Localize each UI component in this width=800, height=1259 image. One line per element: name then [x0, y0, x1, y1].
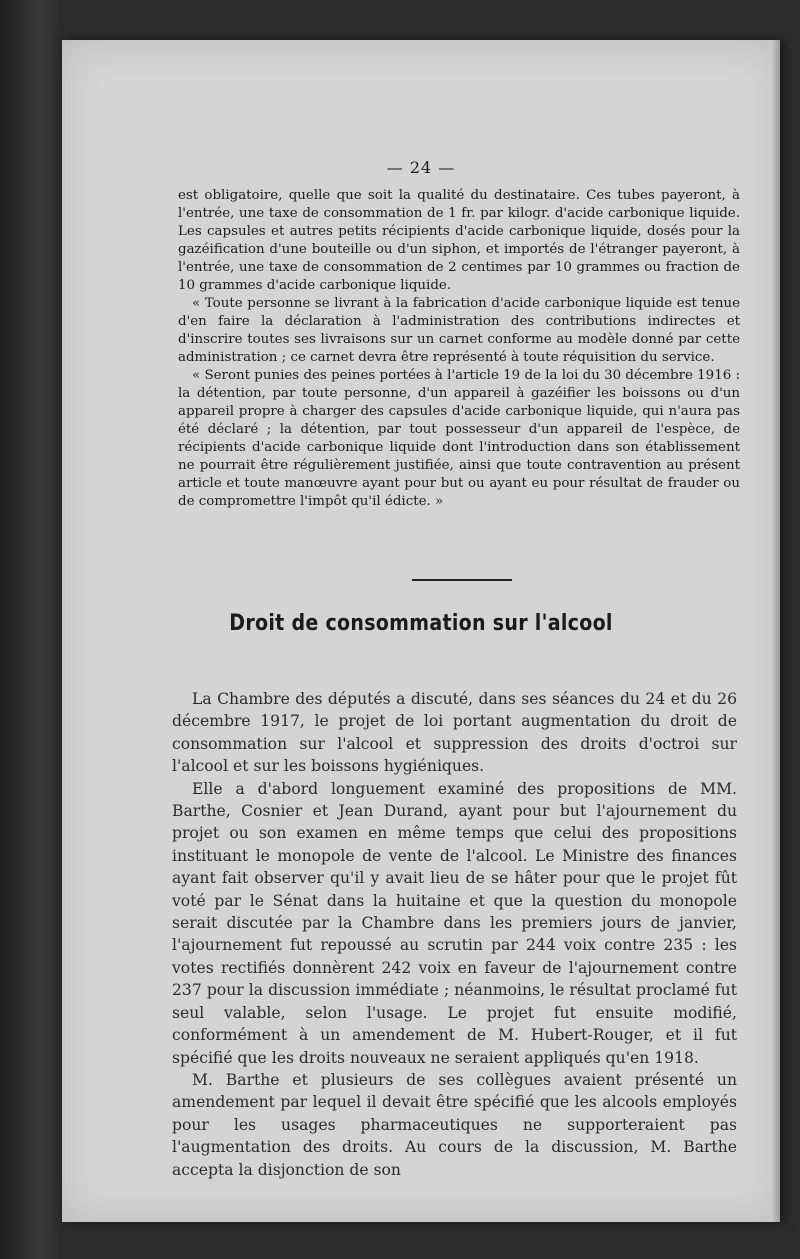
- top-text-block: [178, 187, 740, 511]
- paragraph: Elle a d'abord longuement examiné des propositions de MM. Barthe, Cosnier et Jean Durand, ayant pour but l'ajournement du projet ou son examen en même temps que celui des propositions instituant le monopole de vente de l'alcool. Le Ministre des finances ayant fait observer qu'il y avait lieu de se hâter pour que le projet fût voté par le Sénat dans la huitaine et que la question du monopole serait discutée par la Chambre dans les premiers jours de janvier, l'ajournement fut repoussé au scrutin par 244 voix contre 235 : les votes rectifiés donnèrent 242 voix en faveur de l'ajournement contre 237 pour la discussion immédiate ; néanmoins, le résultat proclamé fut seul valable, selon l'usage. Le projet fut ensuite modifié, conformément à un amendement de M. Hubert-Rouger, et il fut spécifié que les droits nouveaux ne seraient appliqués qu'en 1918.: [172, 779, 737, 1067]
- section-divider: [412, 579, 512, 581]
- book-page: [62, 40, 780, 1222]
- page-number: — 24 —: [386, 158, 456, 177]
- paragraph: « Seront punies des peines portées à l'article 19 de la loi du 30 décembre 1916 : la détention, par toute personne, d'un appareil à gazéifier les boissons ou d'un appareil propre à charger des capsules d'acide carbonique liquide, qui n'aura pas été déclaré ; la détention, par tout possesseur d'un appareil de l'espèce, de récipients d'acide carbonique liquide dont l'introduction dans son établissement ne pourrait être régulièrement justifiée, ainsi que toute contravention au présent article et toute manœuvre ayant pour but ou ayant eu pour résultat de frauder ou de compromettre l'impôt qu'il édicte. »: [178, 368, 740, 509]
- bottom-text-block: [172, 688, 737, 1181]
- paragraph: M. Barthe et plusieurs de ses collègues avaient présenté un amendement par lequel il devait être spécifié que les alcools employés pour les usages pharmaceutiques ne supporteraient pas l'augmentation des droits. Au cours de la discussion, M. Barthe accepta la disjonction de son: [172, 1070, 737, 1179]
- paragraph: « Toute personne se livrant à la fabrication d'acide carbonique liquide est tenue d'en faire la déclaration à l'administration des contributions indirectes et d'inscrire toutes ses livraisons sur un carnet conforme au modèle donné par cette administration ; ce carnet devra être représenté à toute réquisition du service.: [178, 296, 740, 365]
- paragraph: est obligatoire, quelle que soit la qualité du destinataire. Ces tubes payeront, à l'entrée, une taxe de consommation de 1 fr. par kilogr. d'acide carbonique liquide. Les capsules et autres petits récipients d'acide carbonique liquide, dosés pour la gazéification d'une bouteille ou d'un siphon, et importés de l'étranger payeront, à l'entrée, une taxe de consommation de 2 centimes par 10 grammes ou fraction de 10 grammes d'acide carbonique liquide.: [178, 188, 740, 293]
- section-title: Droit de consommation sur l'alcool: [229, 610, 613, 636]
- paragraph: La Chambre des députés a discuté, dans ses séances du 24 et du 26 décembre 1917, le projet de loi portant augmentation du droit de consommation sur l'alcool et suppression des droits d'octroi sur l'alcool et sur les boissons hygiéniques.: [172, 690, 737, 776]
